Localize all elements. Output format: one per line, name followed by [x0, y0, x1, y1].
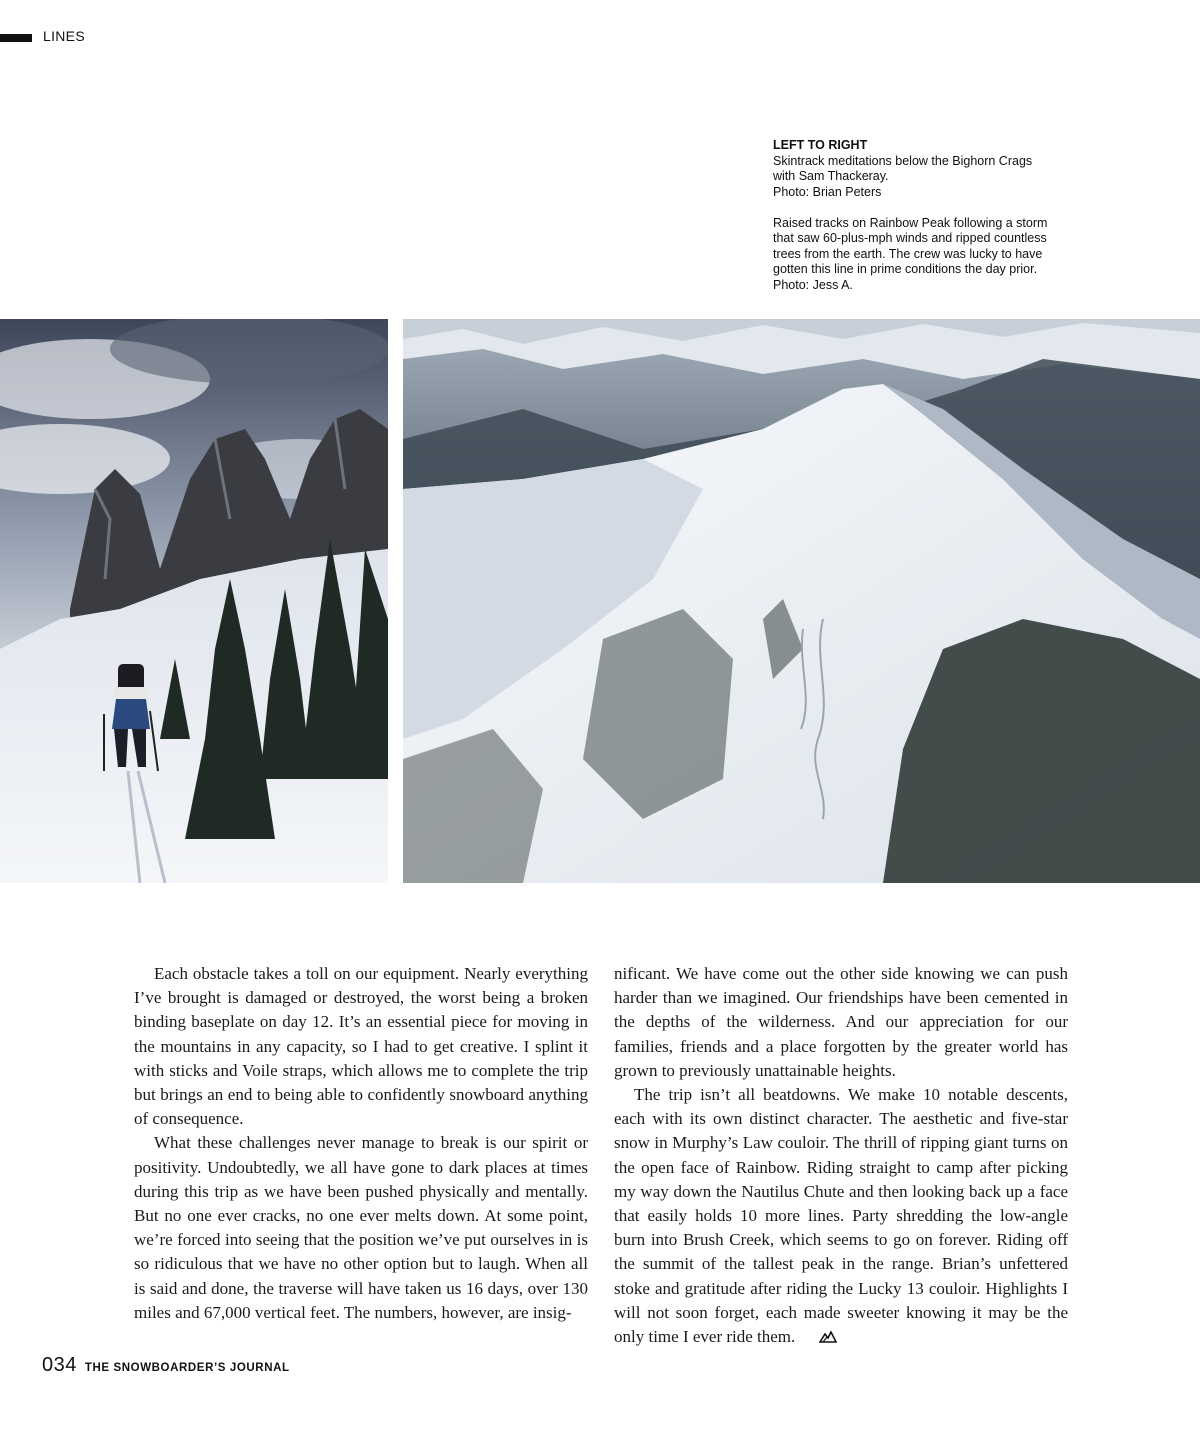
magazine-title: THE SNOWBOARDER’S JOURNAL — [84, 1362, 290, 1374]
caption-line: Skintrack meditations below the Bighorn Crags — [773, 153, 1033, 168]
caption-right-photo — [773, 216, 1073, 294]
section-marker-bar — [0, 34, 32, 42]
body-paragraph: What these challenges never manage to break is our spirit or positivity. Undoubtedly, we all have gone to dark places at times during this trip as we have been pushed physically and mentally. But no one ever cracks, no one ever melts down. At some point, we’re forced into seeing that the position we’ve put ourselves in is so ridiculous that we have no other option but to laugh. When all is said and done, the traverse will have taken us 16 days, over 130 miles and 67,000 vertical feet. The numbers, however, are insig- — [134, 1133, 588, 1322]
body-column-right — [614, 962, 1068, 1350]
body-column-left — [134, 962, 588, 1325]
body-paragraph-text: The trip isn’t all beatdowns. We make 10 notable descents, each with its own distinct character. The aesthetic and five-star snow in Murphy’s Law couloir. The thrill of ripping giant turns on the open face of Rainbow. Riding straight to camp after picking my way down the Nautilus Chute and then looking back up a face that easily holds 10 more lines. Party shredding the low-angle burn into Brush Creek, which seems to go on forever. Riding off the summit of the tallest peak in the range. Brian’s unfettered stoke and gratitude after riding the Lucky 13 couloir. Highlights I will not soon forget, each made sweeter knowing it may be the only time I ever ride them. — [614, 1085, 1068, 1347]
photo-rainbow-peak-aerial — [403, 319, 1200, 883]
photo-skintrack-bighorn-crags — [0, 319, 388, 883]
caption-line: gotten this line in prime conditions the day prior. — [773, 262, 1038, 276]
page-number: 034 — [42, 1354, 77, 1376]
caption-line: trees from the earth. The crew was lucky to have — [773, 246, 1043, 261]
caption-credit: Photo: Jess A. — [773, 277, 853, 292]
body-paragraph: nificant. We have come out the other side knowing we can push harder than we imagined. Our friendships have been cemented in the depths of the wilderness. And our appreciation for our families, friends and a place forgotten by the greater world has grown to previously unattainable heights. — [614, 964, 1068, 1080]
caption-line: with Sam Thackeray. — [773, 169, 889, 183]
caption-line: that saw 60-plus-mph winds and ripped countless — [773, 231, 1047, 245]
caption-heading: LEFT TO RIGHT — [773, 138, 868, 152]
body-paragraph: Each obstacle takes a toll on our equipment. Nearly everything I’ve brought is damaged or destroyed, the worst being a broken binding baseplate on day 12. It’s an essential piece for moving in the mountains in any capacity, so I had to get creative. I splint it with sticks and Voile straps, which allows me to complete the trip but brings an end to being able to confidently snowboard anything of consequence. — [134, 964, 588, 1129]
photo-captions — [773, 138, 1073, 293]
caption-left-photo — [773, 154, 1073, 201]
caption-credit: Photo: Brian Peters — [773, 184, 882, 199]
caption-line: Raised tracks on Rainbow Peak following a storm — [773, 215, 1048, 230]
page-footer — [42, 1354, 290, 1377]
section-label: LINES — [43, 28, 85, 44]
mountain-logo-icon — [799, 1326, 837, 1350]
body-paragraph — [614, 1083, 1068, 1350]
